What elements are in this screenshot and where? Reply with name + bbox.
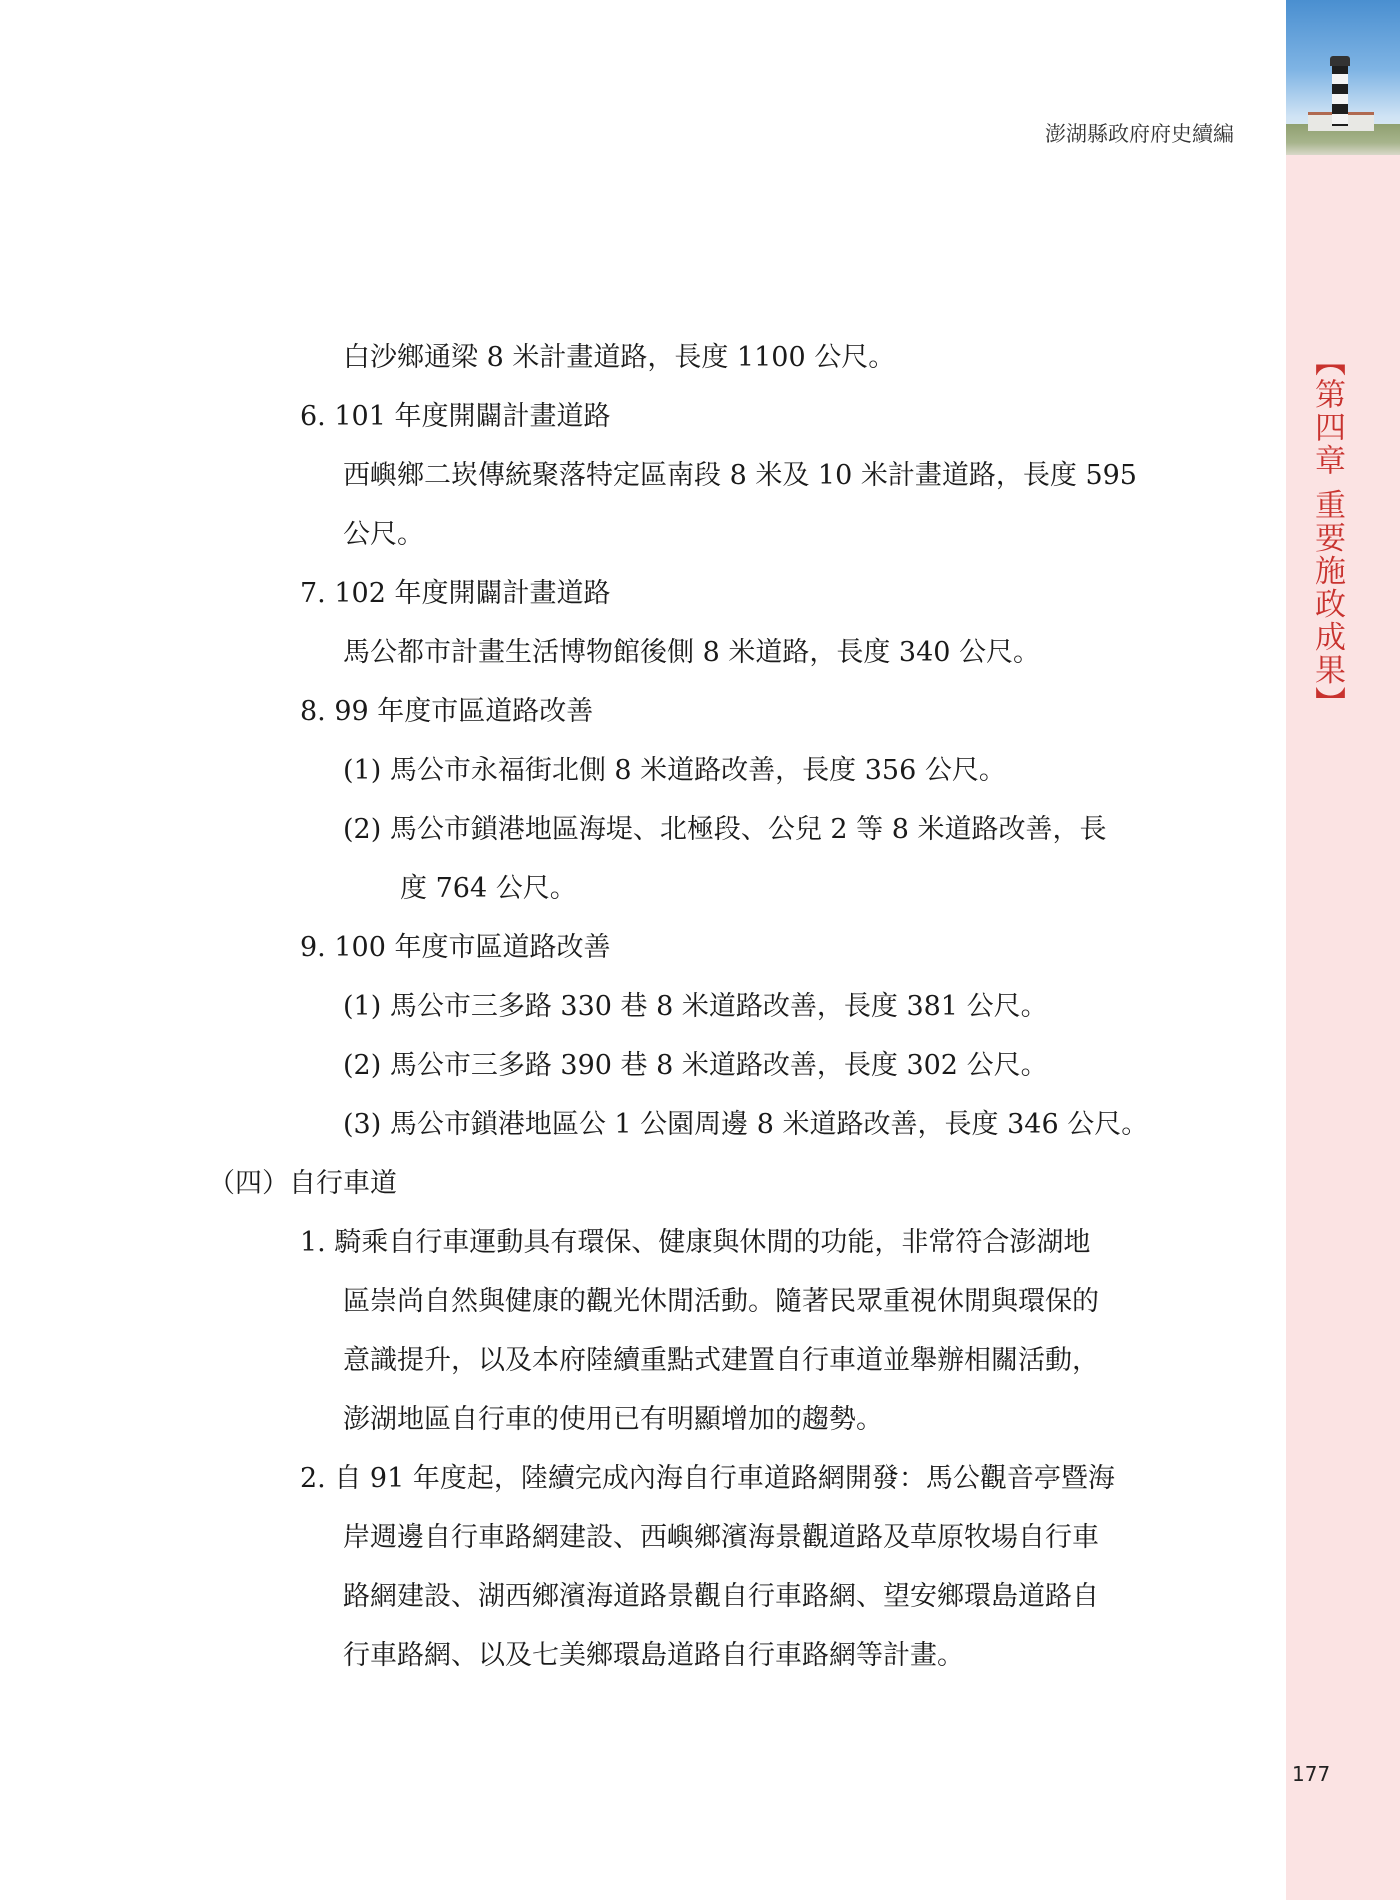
lighthouse-lantern-shape [1330, 56, 1350, 66]
sub-item: (1) 馬公市永福街北側 8 米道路改善，長度 356 公尺。 [343, 755, 1006, 786]
text-line: 白沙鄉通梁 8 米計畫道路，長度 1100 公尺。 [343, 342, 896, 373]
text-line: 公尺。 [343, 519, 424, 550]
section-heading: （四）自行車道 [208, 1168, 397, 1199]
sub-item: (2) 馬公市三多路 390 巷 8 米道路改善，長度 302 公尺。 [343, 1050, 1048, 1081]
text-line: 行車路網、以及七美鄉環島道路自行車路網等計畫。 [343, 1640, 964, 1671]
chapter-side-band [1286, 0, 1400, 1900]
chapter-close-bracket: 】 [1309, 686, 1345, 720]
sub-item: (1) 馬公市三多路 330 巷 8 米道路改善，長度 381 公尺。 [343, 991, 1048, 1022]
list-item-heading: 8. 99 年度市區道路改善 [300, 696, 594, 727]
text-line: 西嶼鄉二崁傳統聚落特定區南段 8 米及 10 米計畫道路，長度 595 [343, 460, 1137, 491]
text-line: 岸週邊自行車路網建設、西嶼鄉濱海景觀道路及草原牧場自行車 [343, 1522, 1099, 1553]
list-item-heading: 7. 102 年度開闢計畫道路 [300, 578, 611, 609]
running-header: 澎湖縣政府府史續編 [1045, 122, 1234, 146]
sub-item: (2) 馬公市鎖港地區海堤、北極段、公兒 2 等 8 米道路改善，長 [343, 814, 1107, 845]
list-item-heading: 9. 100 年度市區道路改善 [300, 932, 611, 963]
chapter-title: 第四章 重要施政成果 [1309, 378, 1345, 687]
sub-item: (3) 馬公市鎖港地區公 1 公園周邊 8 米道路改善，長度 346 公尺。 [343, 1109, 1149, 1140]
text-line: 路網建設、湖西鄉濱海道路景觀自行車路網、望安鄉環島道路自 [343, 1581, 1099, 1612]
chapter-tab [1310, 345, 1350, 720]
list-item-paragraph: 1. 騎乘自行車運動具有環保、健康與休閒的功能，非常符合澎湖地 [300, 1227, 1091, 1258]
text-line: 區崇尚自然與健康的觀光休閒活動。隨著民眾重視休閒與環保的 [343, 1286, 1099, 1317]
chapter-open-bracket: 【 [1309, 345, 1345, 378]
text-line: 馬公都市計畫生活博物館後側 8 米道路，長度 340 公尺。 [343, 637, 1041, 668]
text-line: 度 764 公尺。 [400, 873, 577, 904]
list-item-heading: 6. 101 年度開闢計畫道路 [300, 401, 611, 432]
lighthouse-tower-shape [1332, 64, 1348, 126]
text-line: 意識提升，以及本府陸續重點式建置自行車道並舉辦相關活動， [343, 1345, 1099, 1376]
text-line: 澎湖地區自行車的使用已有明顯增加的趨勢。 [343, 1404, 883, 1435]
lighthouse-photo [1286, 0, 1400, 155]
page-number: 177 [1292, 1762, 1331, 1786]
list-item-paragraph: 2. 自 91 年度起，陸續完成內海自行車道路網開發：馬公觀音亭暨海 [300, 1463, 1115, 1494]
